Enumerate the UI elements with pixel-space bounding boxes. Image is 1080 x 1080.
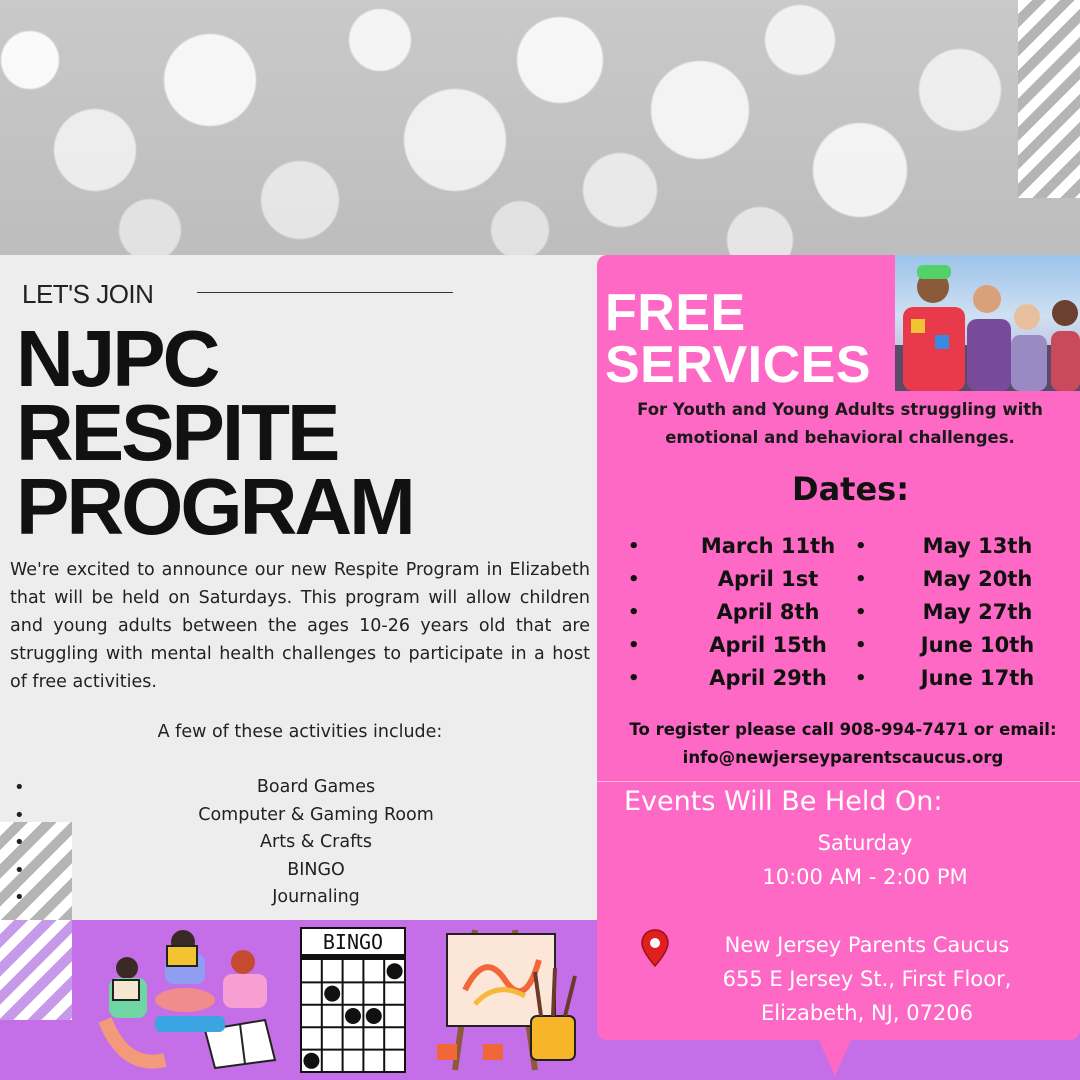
events-heading: Events Will Be Held On: — [624, 786, 943, 817]
activity-item: • BINGO — [10, 860, 622, 888]
date-item: • May 13th — [855, 530, 1070, 563]
panel-speech-tail — [817, 1036, 853, 1076]
event-address — [672, 928, 1062, 1030]
date-item: • April 29th — [628, 662, 848, 695]
title-line-1: NJPC — [16, 314, 218, 403]
headline-free: FREE — [605, 284, 746, 342]
title-line-2: RESPITE — [16, 388, 338, 477]
date-item: • June 10th — [855, 629, 1070, 662]
services-subtitle: For Youth and Young Adults struggling with emotional and behavioral challenges. — [637, 400, 1043, 447]
event-day: Saturday — [817, 831, 913, 855]
register-phone-line: To register please call 908-994-7471 or email: — [629, 720, 1057, 739]
bingo-card-label: BINGO — [322, 930, 384, 954]
date-item: • March 11th — [628, 530, 848, 563]
date-item: • May 20th — [855, 563, 1070, 596]
date-item: • May 27th — [855, 596, 1070, 629]
bingo-card-illustration — [300, 927, 406, 1073]
date-item: • April 15th — [628, 629, 848, 662]
intro-paragraph: We're excited to announce our new Respite Program in Elizabeth that will be held on Saturdays. This program will allow children and young adults between the ages 10-26 years old that are struggling with mental health challenges to participate in a host of free activities. — [10, 560, 590, 692]
headline-services: SERVICES — [605, 336, 872, 394]
program-title — [16, 314, 413, 551]
address-street: 655 E Jersey St., First Floor, — [722, 967, 1012, 991]
address-city: Elizabeth, NJ, 07206 — [760, 1001, 974, 1025]
activities-list — [10, 777, 622, 915]
date-item: • June 17th — [855, 662, 1070, 695]
date-item: • April 1st — [628, 563, 848, 596]
event-time: 10:00 AM - 2:00 PM — [762, 865, 968, 889]
activity-item: • Board Games — [10, 777, 622, 805]
activity-item: • Computer & Gaming Room — [10, 805, 622, 833]
painting-easel-illustration — [435, 920, 590, 1078]
address-name: New Jersey Parents Caucus — [724, 933, 1010, 957]
title-line-3: PROGRAM — [16, 462, 413, 551]
kids-reading-illustration — [95, 920, 285, 1078]
lets-join-label: LET'S JOIN — [22, 279, 154, 309]
panel-divider — [597, 781, 1080, 782]
activities-heading: A few of these activities include: — [157, 722, 443, 742]
youth-group-photo — [895, 255, 1080, 391]
decorative-stripes-top-right — [1018, 0, 1080, 198]
bokeh-header-background — [0, 0, 1080, 255]
date-item: • April 8th — [628, 596, 848, 629]
location-pin-icon — [640, 928, 670, 968]
register-email: info@newjerseyparentscaucus.org — [682, 748, 1004, 767]
dates-list-left — [628, 530, 848, 695]
free-services-headline — [605, 284, 872, 394]
decorative-stripes-bottom-left — [0, 920, 72, 1020]
dates-heading: Dates: — [792, 470, 909, 508]
activity-item: • Journaling — [10, 887, 622, 915]
header-rule — [197, 292, 453, 293]
activity-item: • Arts & Crafts — [10, 832, 622, 860]
registration-info — [604, 716, 1080, 772]
event-schedule — [700, 826, 1030, 894]
dates-list-right — [855, 530, 1070, 695]
